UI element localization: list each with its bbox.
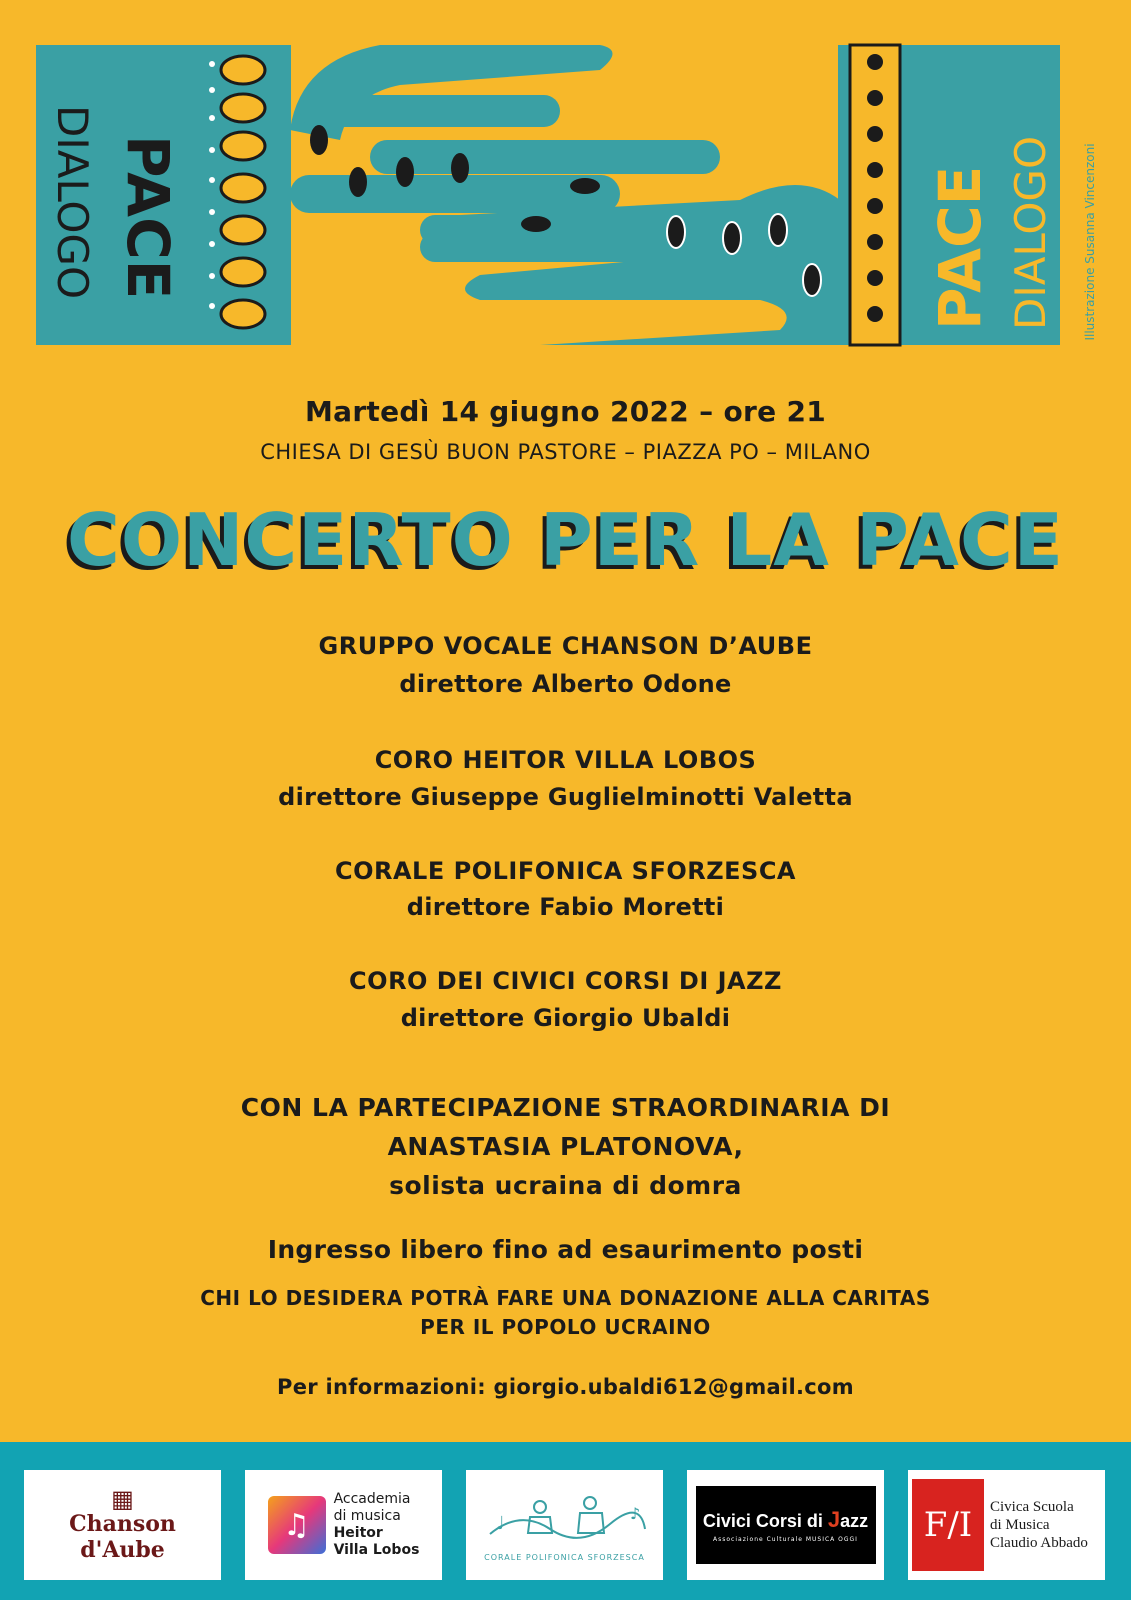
corale-logo-text: CORALE POLIFONICA SFORZESCA: [484, 1552, 645, 1562]
music-note-icon: ♫: [268, 1496, 326, 1554]
civica-emblem-icon: F/I: [912, 1479, 984, 1571]
civica-line3: Claudio Abbado: [990, 1535, 1088, 1551]
accademia-line1: Accademia: [333, 1491, 411, 1507]
peace-dialogue-illustration: [0, 0, 1131, 380]
chanson-daube-logo: [24, 1470, 221, 1580]
group-name: CORALE POLIFONICA SFORZESCA: [334, 857, 796, 885]
special-guest-role: solista ucraina di domra: [389, 1171, 742, 1200]
event-venue: CHIESA DI GESÙ BUON PASTORE – PIAZZA PO – MILANO: [260, 440, 871, 464]
svg-text:♩: ♩: [495, 1512, 504, 1534]
contact-info[interactable]: Per informazioni: giorgio.ubaldi612@gmail.com: [277, 1375, 854, 1399]
sponsor-footer: [0, 1442, 1131, 1600]
illustration-credit: Illustrazione Susanna Vincenzoni: [1083, 143, 1097, 341]
group-name: GRUPPO VOCALE CHANSON D’AUBE: [318, 632, 813, 660]
civici-corsi-jazz-logo: [687, 1470, 884, 1580]
civica-scuola-abbado-logo: [908, 1470, 1105, 1580]
accademia-line4: Villa Lobos: [333, 1542, 420, 1558]
donation-note: [0, 1284, 1131, 1342]
left-label-line2: DIALOGO: [48, 105, 97, 300]
donation-line1: CHI LO DESIDERA POTRÀ FARE UNA DONAZIONE ALLA CARITAS: [200, 1286, 931, 1310]
jazz-logo-subtitle: Associazione Culturale MUSICA OGGI: [713, 1536, 858, 1543]
jazz-logo-title: Civici Corsi di Jazz: [702, 1507, 869, 1532]
donation-line2: PER IL POPOLO UCRAINO: [420, 1315, 711, 1339]
group-director: direttore Fabio Moretti: [406, 893, 725, 921]
accademia-line3: Heitor: [333, 1525, 383, 1541]
group-name: CORO DEI CIVICI CORSI DI JAZZ: [349, 967, 782, 995]
special-guest-name: ANASTASIA PLATONOVA,: [387, 1132, 744, 1161]
group-name: CORO HEITOR VILLA LOBOS: [374, 746, 757, 774]
right-label-line1: PACE: [926, 165, 994, 330]
chanson-emblem-icon: ▦: [111, 1484, 134, 1513]
left-label-line1: PACE: [114, 135, 182, 300]
accademia-line2: di musica: [333, 1508, 401, 1524]
civica-line1: Civica Scuola: [990, 1499, 1074, 1515]
group-director: direttore Giorgio Ubaldi: [400, 1004, 731, 1032]
corale-polifonica-logo: [466, 1470, 663, 1580]
svg-text:♪: ♪: [629, 1503, 640, 1523]
group-director: direttore Giuseppe Guglielminotti Valetta: [278, 783, 853, 811]
special-guest: [0, 1088, 1131, 1205]
chanson-logo-line1: Chanson: [69, 1511, 176, 1537]
accademia-villa-lobos-logo: [245, 1470, 442, 1580]
singers-icon: [480, 1489, 650, 1549]
civica-line2: di Musica: [990, 1517, 1050, 1533]
event-date: Martedì 14 giugno 2022 – ore 21: [304, 395, 827, 428]
special-guest-line1: CON LA PARTECIPAZIONE STRAORDINARIA DI: [240, 1093, 891, 1122]
event-title: CONCERTO PER LA PACE: [67, 498, 1064, 582]
group-director: direttore Alberto Odone: [399, 670, 732, 698]
entry-note: Ingresso libero fino ad esaurimento posti: [267, 1235, 864, 1264]
chanson-logo-line2: d'Aube: [80, 1537, 165, 1563]
right-label-line2: DIALOGO: [1006, 135, 1055, 330]
